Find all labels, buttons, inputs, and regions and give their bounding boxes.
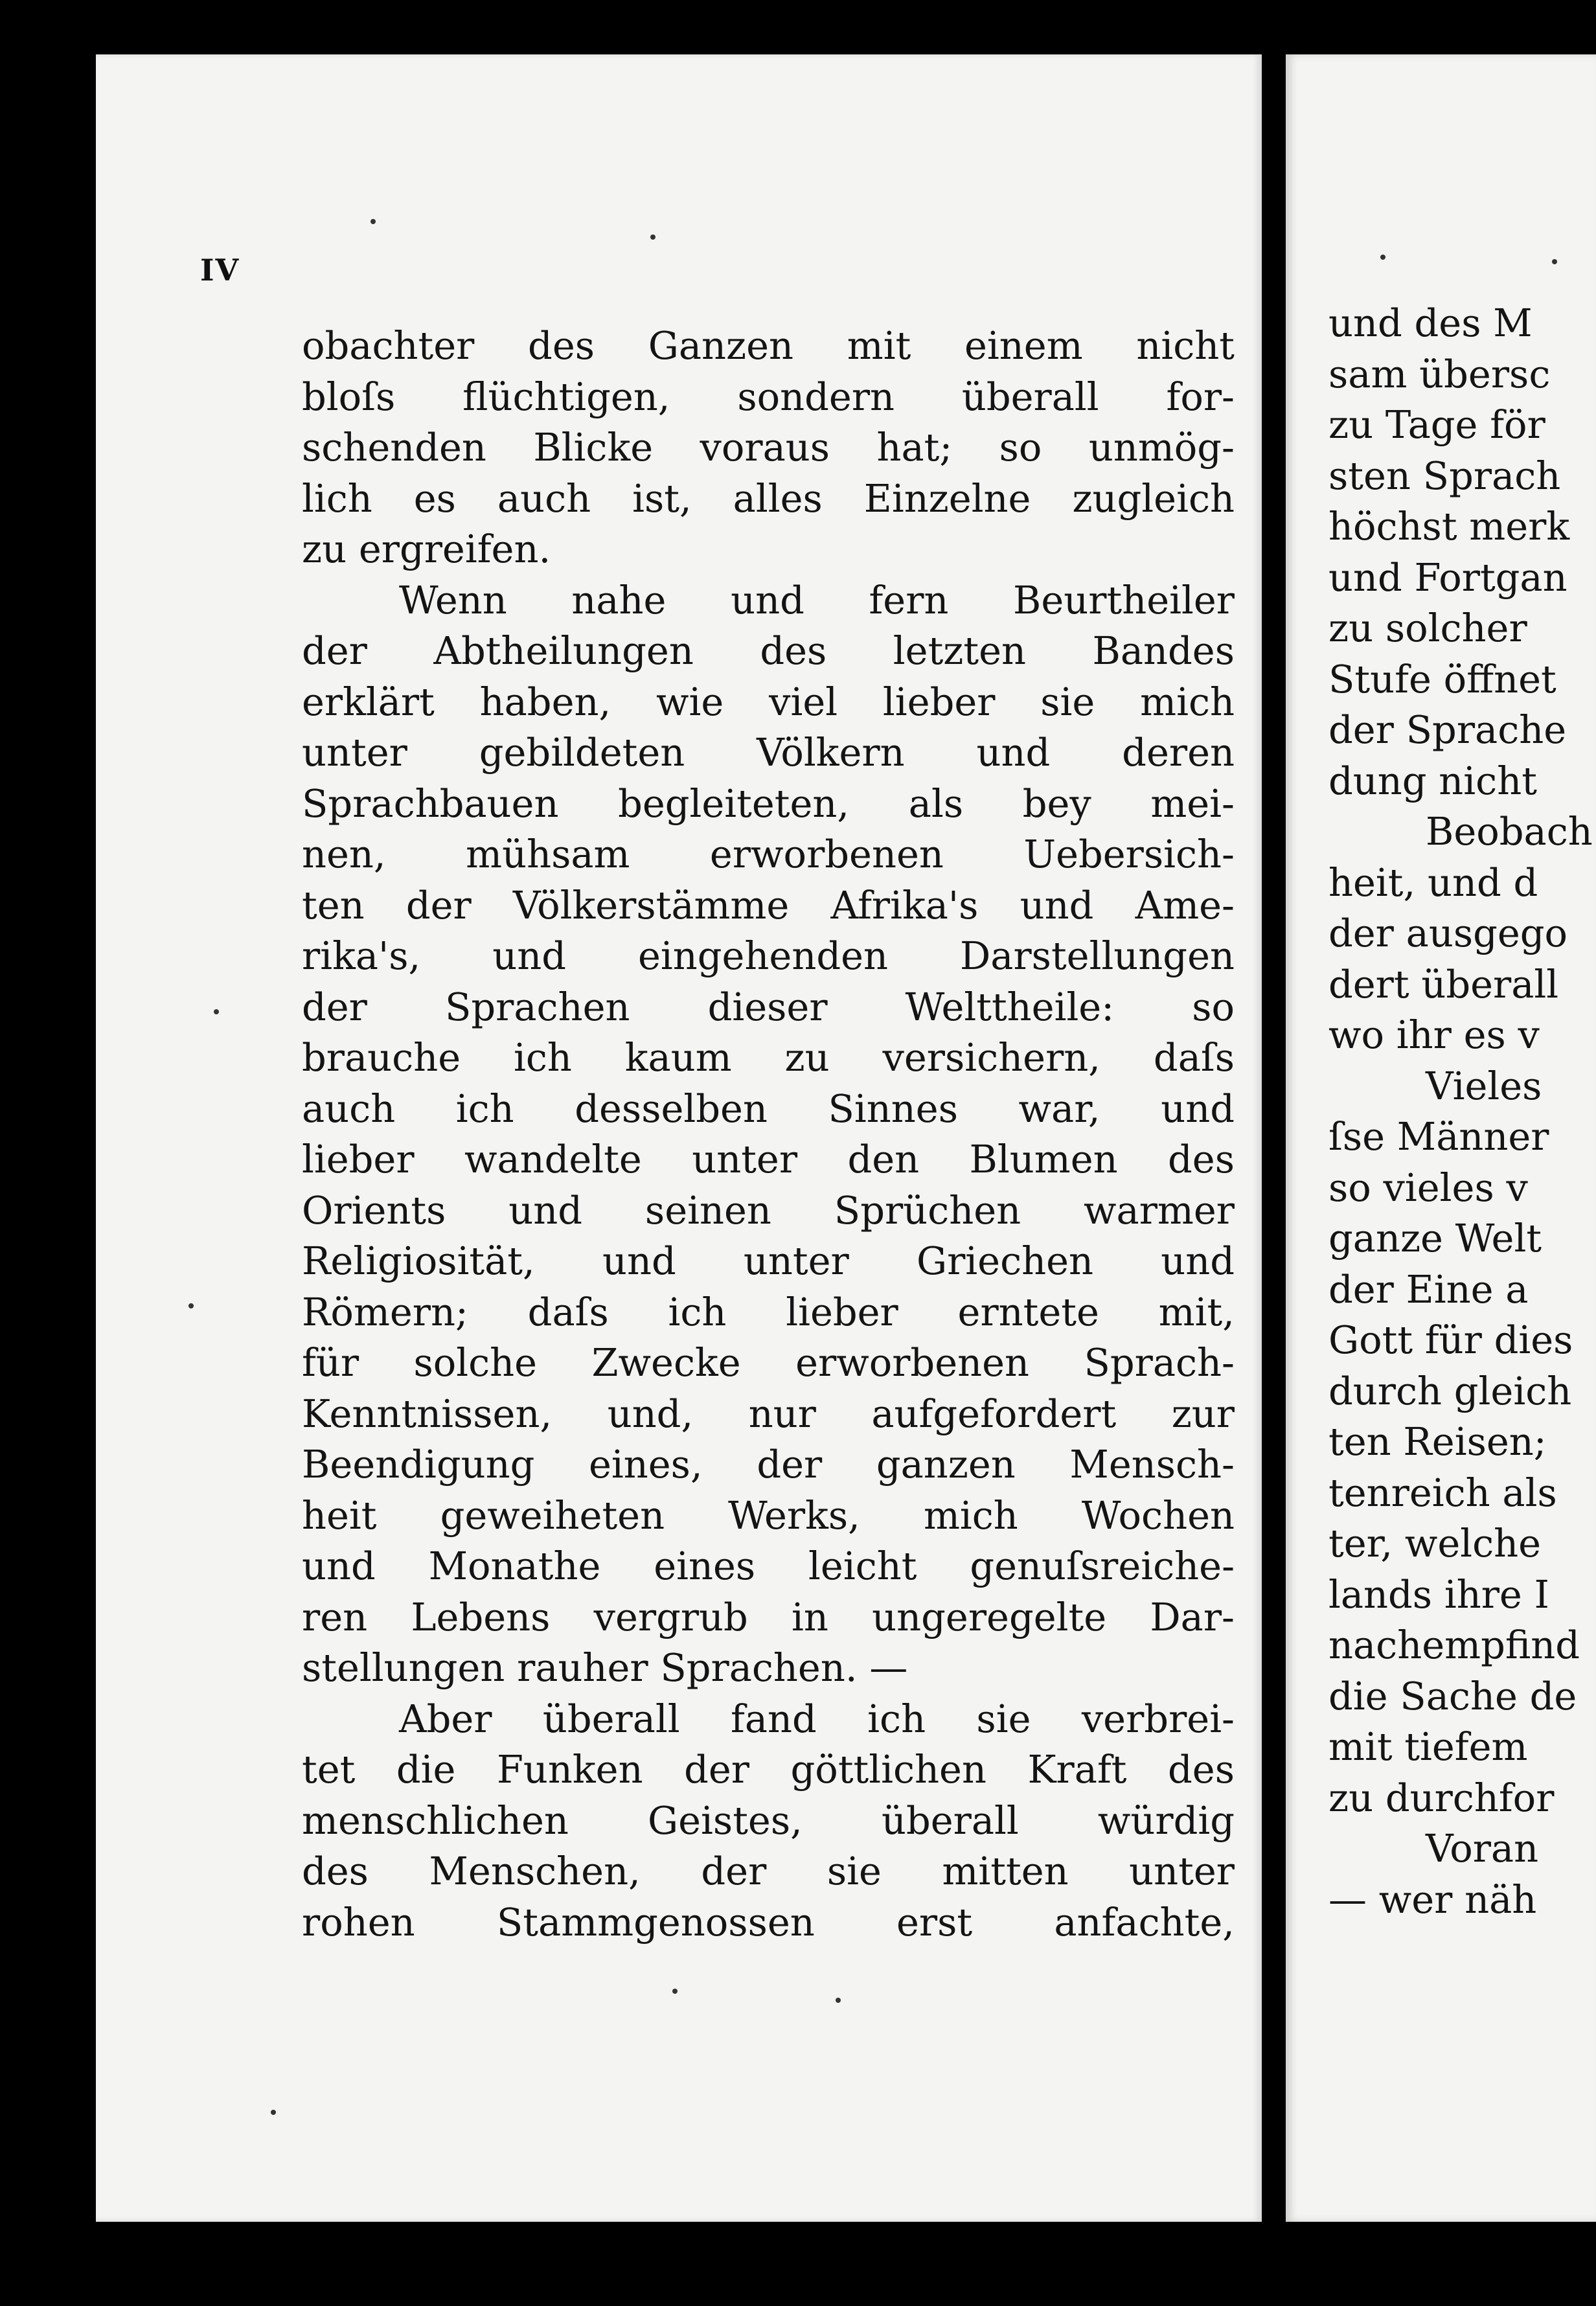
- paper-speck: [1552, 259, 1557, 264]
- text-line: bloſs flüchtigen, sondern überall for-: [302, 374, 1235, 419]
- text-line: lands ihre I: [1328, 1571, 1549, 1617]
- text-line: wo ihr es v: [1328, 1012, 1540, 1057]
- text-line: rika's, und eingehenden Darstellungen: [302, 933, 1235, 978]
- text-line: ten Reisen;: [1328, 1419, 1547, 1464]
- paper-speck: [188, 1303, 194, 1308]
- text-line: nachempfind: [1328, 1623, 1580, 1667]
- text-line: der Eine a: [1328, 1266, 1529, 1312]
- text-line: zu durchfor: [1328, 1775, 1555, 1820]
- text-line: tet die Funken der göttlichen Kraft des: [302, 1747, 1235, 1792]
- text-line: und des M: [1328, 301, 1533, 345]
- right-page-text: [1328, 298, 1596, 1925]
- text-line: Kenntnissen, und, nur aufgefordert zur: [302, 1391, 1235, 1436]
- text-line: rohen Stammgenossen erst anfachte,: [302, 1899, 1235, 1945]
- paper-speck: [271, 2110, 276, 2115]
- text-line: und Fortgan: [1328, 554, 1568, 600]
- text-line: heit geweiheten Werks, mich Wochen: [302, 1492, 1235, 1538]
- text-line: menschlichen Geistes, überall würdig: [302, 1798, 1235, 1843]
- text-line: tenreich als: [1328, 1470, 1557, 1515]
- text-line: Stufe öffnet: [1328, 656, 1556, 702]
- text-line: ſse Männer: [1328, 1114, 1549, 1159]
- text-line: sten Sprach: [1328, 453, 1561, 498]
- text-line: zu solcher: [1328, 606, 1527, 650]
- text-line: für solche Zwecke erworbenen Sprach-: [302, 1340, 1235, 1385]
- text-line: und Monathe eines leicht genuſsreiche-: [302, 1544, 1235, 1588]
- text-line: nen, mühsam erworbenen Uebersich-: [302, 832, 1235, 876]
- text-line: der Sprachen dieser Welttheile: so: [302, 984, 1235, 1029]
- text-line: — wer näh: [1328, 1877, 1537, 1922]
- paper-speck: [1380, 255, 1385, 260]
- text-line: höchst merk: [1328, 504, 1570, 549]
- text-line: sam übersc: [1328, 351, 1551, 396]
- text-line: Voran: [1426, 1826, 1539, 1871]
- text-line: obachter des Ganzen mit einem nicht: [302, 323, 1235, 368]
- text-line: Beendigung eines, der ganzen Mensch-: [302, 1442, 1235, 1487]
- text-line: ganze Welt: [1328, 1216, 1542, 1261]
- text-line: stellungen rauher Sprachen. —: [302, 1645, 908, 1690]
- page-number: IV: [200, 253, 240, 288]
- text-line: Beobach: [1426, 809, 1593, 854]
- text-line: dert überall: [1328, 961, 1559, 1007]
- paper-speck: [650, 234, 656, 240]
- text-line: Orients und seinen Sprüchen warmer: [302, 1187, 1235, 1233]
- text-line: lieber wandelte unter den Blumen des: [302, 1137, 1235, 1182]
- paper-speck: [836, 1998, 841, 2003]
- text-line: erklärt haben, wie viel lieber sie mich: [302, 679, 1235, 724]
- left-page-text: [302, 321, 1235, 1948]
- text-line: unter gebildeten Völkern und deren: [302, 730, 1235, 775]
- paper-speck: [214, 1009, 219, 1014]
- text-line: der Sprache: [1328, 707, 1567, 752]
- text-line: auch ich desselben Sinnes war, und: [302, 1086, 1235, 1131]
- text-line: lich es auch ist, alles Einzelne zugleich: [302, 475, 1235, 521]
- text-line: des Menschen, der sie mitten unter: [302, 1849, 1235, 1893]
- text-line: zu ergreifen.: [302, 527, 551, 571]
- text-line: brauche ich kaum zu versichern, daſs: [302, 1035, 1235, 1080]
- text-line: Gott für dies: [1328, 1318, 1573, 1362]
- text-line: Vieles: [1426, 1063, 1542, 1108]
- text-line: zu Tage för: [1328, 402, 1545, 447]
- text-line: durch gleich: [1328, 1368, 1572, 1413]
- text-line: ter, welche: [1328, 1521, 1542, 1566]
- text-line: heit, und d: [1328, 860, 1538, 905]
- text-line: so vieles v: [1328, 1165, 1528, 1210]
- text-line: Religiosität, und unter Griechen und: [302, 1239, 1235, 1283]
- text-line: der Abtheilungen des letzten Bandes: [302, 628, 1235, 673]
- text-line: schenden Blicke voraus hat; so unmög-: [302, 425, 1235, 470]
- paper-speck: [370, 219, 376, 224]
- text-line: dung nicht: [1328, 758, 1537, 803]
- text-line: Aber überall fand ich sie verbrei-: [399, 1696, 1235, 1741]
- text-line: die Sache de: [1328, 1673, 1577, 1718]
- text-line: ten der Völkerstämme Afrika's und Ame-: [302, 882, 1235, 928]
- paper-speck: [672, 1989, 678, 1994]
- text-line: mit tiefem: [1328, 1724, 1528, 1769]
- text-line: ren Lebens vergrub in ungeregelte Dar-: [302, 1594, 1235, 1639]
- text-line: Römern; daſs ich lieber erntete mit,: [302, 1289, 1235, 1334]
- text-line: Sprachbauen begleiteten, als bey mei-: [302, 781, 1235, 826]
- text-line: der ausgego: [1328, 911, 1568, 955]
- text-line: Wenn nahe und fern Beurtheiler: [399, 577, 1235, 622]
